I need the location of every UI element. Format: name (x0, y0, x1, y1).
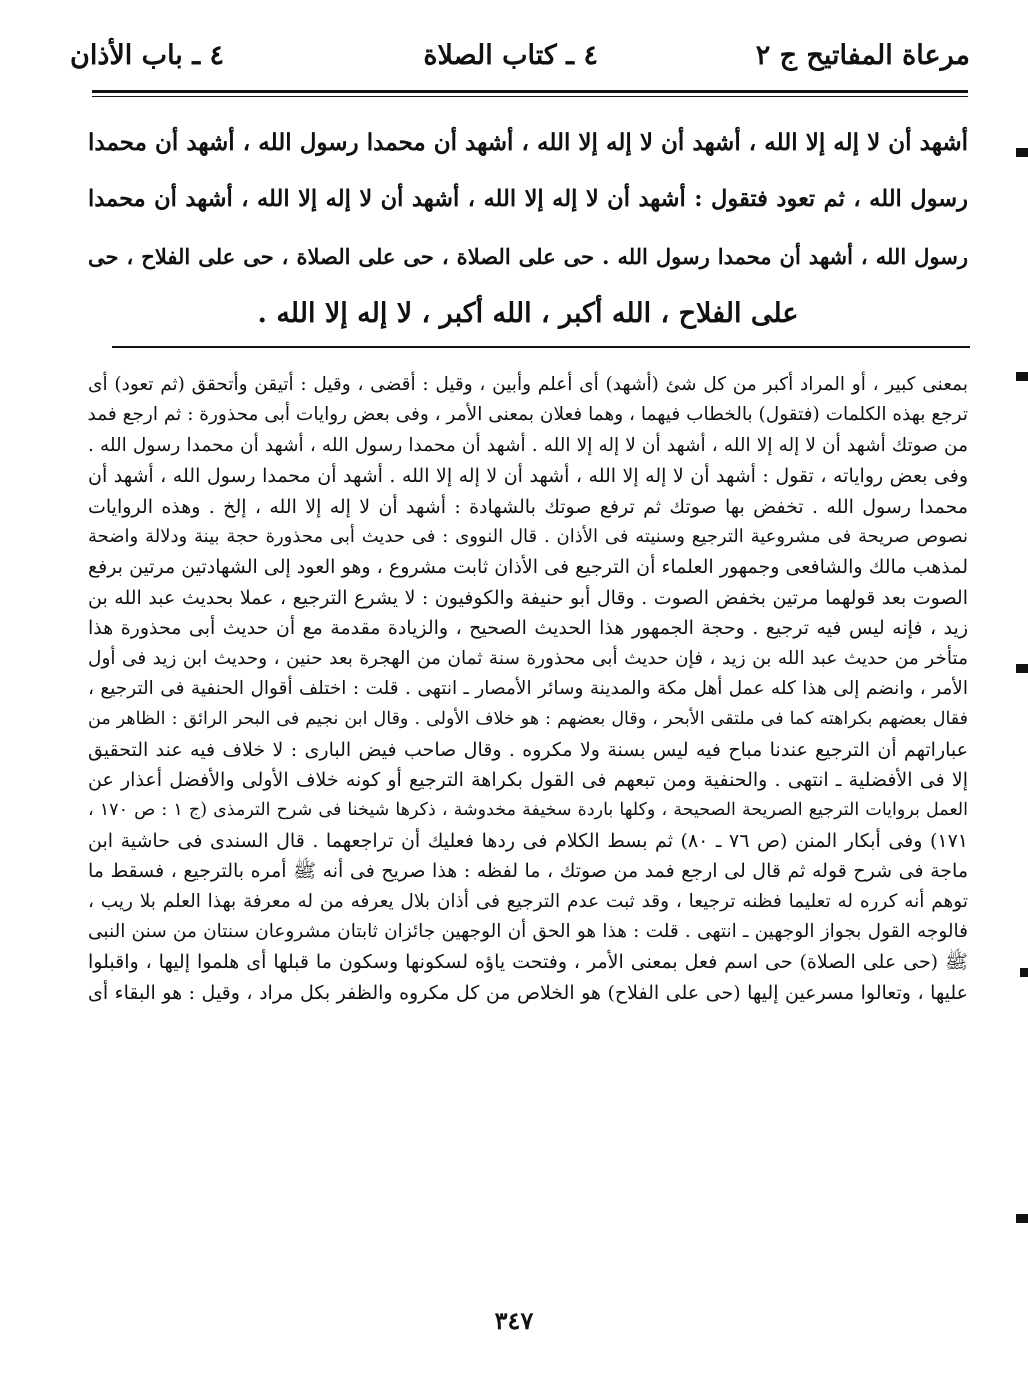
commentary-line: بمعنى كبير ، أو المراد أكبر من كل شئ (أشهد) أى أعلم وأبين ، وقيل : أقضى ، وقيل : أتيقن وأتحقق (ثم تعود) أى (88, 374, 968, 395)
commentary-line: من صوتك أشهد أن لا إله إلا الله ، أشهد أن لا إله إلا الله . أشهد أن محمدا رسول الله ، أشهد أن محمدا رسول الله . (88, 434, 968, 456)
commentary-line: عباراتهم أن الترجيع عندنا مباح فيه ليس بسنة ولا مكروه . وقال صاحب فيض البارى : لا خلاف فيه عند التحقيق (88, 738, 968, 761)
commentary-line: العمل بروايات الترجيع الصريحة الصحيحة ، وكلها باردة سخيفة مخدوشة ، ذكرها شيخنا فى شرح الترمذى (ج ١ : ص ١٧٠ ، (88, 800, 968, 821)
book-section: ٤ ـ كتاب الصلاة (423, 40, 598, 71)
commentary-line: ماجة فى شرح قوله ثم قال لى ارجع فمد من صوتك ، ما لفظه : هذا صريح فى أنه ﷺ أمره بالترجيع ، فسقط ما (88, 860, 968, 883)
chapter-title: ٤ ـ باب الأذان (70, 40, 225, 71)
commentary-line: لمذهب مالك والشافعى وجمهور العلماء أن الترجيع فى الأذان ثابت مشروع ، وهو العود إلى الشهادتين مرتين برفع (88, 556, 968, 579)
scan-margin-mark (1020, 968, 1028, 977)
main-text-line: رسول الله ، ثم تعود فتقول : أشهد أن لا إله إلا الله ، أشهد أن لا إله إلا الله ، أشهد أن محمدا (88, 186, 968, 212)
commentary-text (88, 370, 968, 1008)
commentary-line: الصوت بعد قولهما مرتين بخفض الصوت . وقال أبو حنيفة والكوفيون : لا يشرع الترجيع ، عملا بحديث عبد الله بن (88, 586, 968, 609)
scan-margin-mark (1016, 372, 1028, 381)
scan-margin-mark (1016, 664, 1028, 673)
commentary-line: الأمر ، وانضم إلى هذا كله عمل أهل مكة والمدينة وسائر الأمصار ـ انتهى . قلت : اختلف أقوال الحنفية فى الترجيع ، (88, 677, 968, 699)
main-text-line: رسول الله ، أشهد أن محمدا رسول الله . حى على الصلاة ، حى على الصلاة ، حى على الفلاح ، حى (88, 244, 968, 269)
commentary-line: ترجع بهذه الكلمات (فتقول) بالخطاب فيهما ، وهما فعلان بمعنى الأمر ، وفى بعض روايات أبى محذورة : ثم ارجع فمد (87, 404, 968, 426)
commentary-divider (112, 346, 970, 348)
commentary-line: ١٧١) وفى أبكار المنن (ص ٧٦ ـ ٨٠) ثم بسط الكلام فى ردها فعليك أن تراجعهما . قال السندى فى حاشية ابن (88, 829, 968, 852)
commentary-line: وفى بعض رواياته ، تقول : أشهد أن لا إله إلا الله ، أشهد أن لا إله إلا الله . أشهد أن محمدا رسول الله ، أشهد أن (88, 465, 968, 488)
commentary-line: متأخر من حديث عبد الله بن زيد ، فإن حديث أبى محذورة سنة ثمان من الهجرة بعد حنين ، وحديث ابن زيد فى أول (88, 647, 968, 669)
main-text-line: أشهد أن لا إله إلا الله ، أشهد أن لا إله إلا الله ، أشهد أن محمدا رسول الله ، أشهد أن محمدا (88, 129, 968, 156)
main-text (88, 114, 968, 342)
page-number: ٣٤٧ (494, 1306, 534, 1335)
commentary-line: فقال بعضهم بكراهته كما فى ملتقى الأبحر ، وقال بعضهم : هو خلاف الأولى . وقال ابن نجيم فى البحر الرائق : الظاهر من (88, 709, 968, 730)
commentary-line: محمدا رسول الله . تخفض بها صوتك ثم ترفع صوتك بالشهادة : أشهد أن لا إله إلا الله ، إلخ . وهذه الروايات (88, 495, 968, 518)
commentary-line: فالوجه القول بجواز الوجهين ـ انتهى . قلت : هذا هو الحق أن الوجهين جائزان ثابتان مشروعان سنتان من سنن النبى (88, 921, 968, 943)
commentary-line: زيد ، فإنه ليس فيه ترجيع . وحجة الجمهور هذا الحديث الصحيح ، والزيادة مقدمة مع أن حديث أبى محذورة هذا (88, 617, 968, 640)
running-header (70, 36, 970, 86)
main-text-line: على الفلاح ، الله أكبر ، الله أكبر ، لا إله إلا الله . (257, 298, 799, 329)
header-rule-thin (92, 96, 968, 97)
commentary-line: ﷺ (حى على الصلاة) حى اسم فعل بمعنى الأمر ، وفتحت ياؤه لسكونها وسكون ما قبلها أى هلموا إليها ، واقبلوا (88, 951, 968, 974)
scan-margin-mark (1016, 1214, 1028, 1223)
commentary-line: توهم أنه كرره له تعليما فظنه ترجيعا ، وقد ثبت عدم الترجيع فى أذان بلال يعرفه من له معرفة بهذا العلم بلا ريب ، (88, 890, 968, 912)
header-rule-thick (92, 90, 968, 93)
book-title: مرعاة المفاتيح ج ٢ (755, 40, 970, 71)
commentary-line: عليها ، وتعالوا مسرعين إليها (حى على الفلاح) هو الخلاص من كل مكروه والظفر بكل مراد ، وقيل : هو البقاء أى (88, 981, 968, 1004)
commentary-line: إلا فى الأفضلية ـ انتهى . والحنفية ومن تبعهم فى القول بكراهة الترجيع أو كونه خلاف الأولى والأفضل أعذار عن (88, 769, 968, 792)
commentary-line: نصوص صريحة فى مشروعية الترجيع وسنيته فى الأذان . قال النووى : فى حديث أبى محذورة حجة بينة ودلالة واضحة (88, 525, 968, 547)
scan-margin-mark (1016, 148, 1028, 157)
